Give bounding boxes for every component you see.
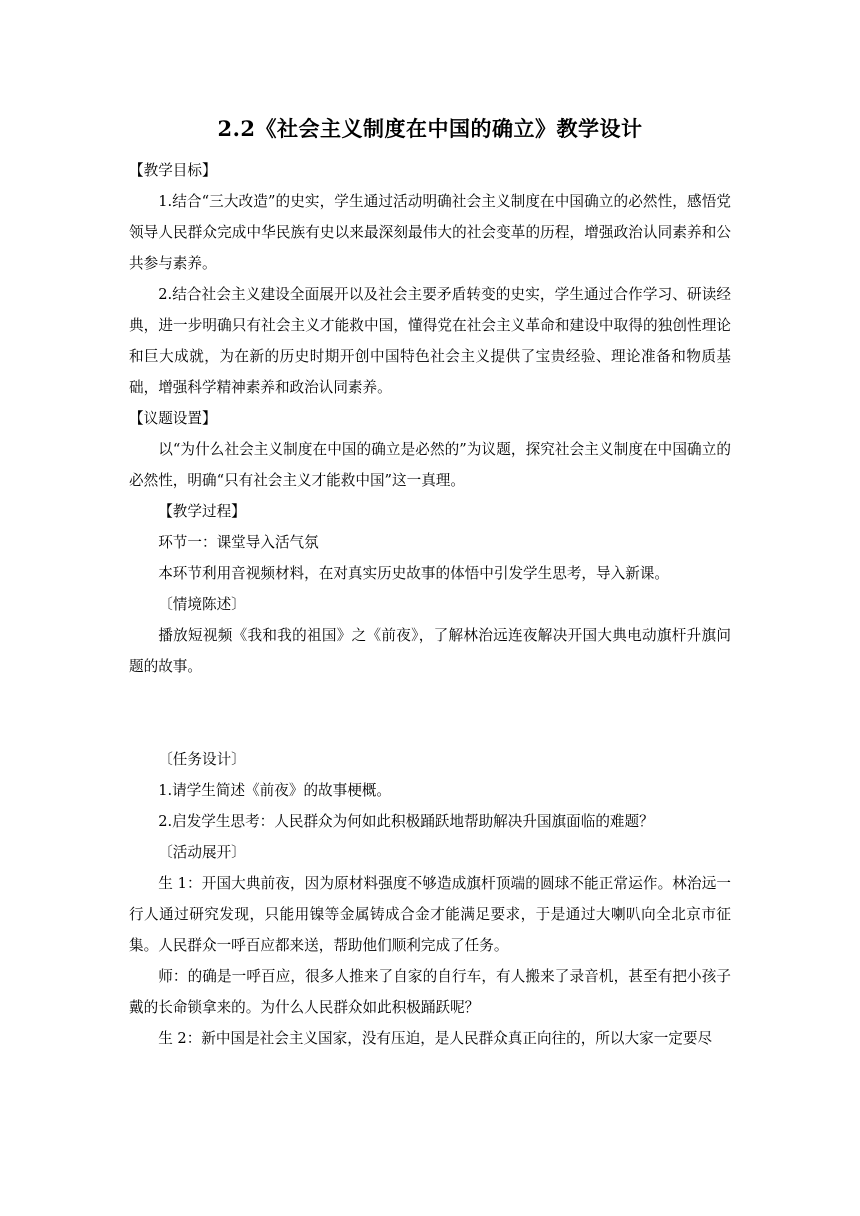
stage-1-description: 本环节利用音视频材料，在对真实历史故事的体悟中引发学生思考，导入新课。: [158, 565, 669, 582]
stage-1-heading: 环节一：课堂导入活气氛: [158, 534, 319, 551]
scene-heading: 〔情境陈述〕: [158, 596, 246, 613]
document-title: 2.2《社会主义制度在中国的确立》教学设计: [217, 116, 643, 141]
activity-heading: 〔活动展开〕: [158, 844, 246, 861]
task-item-1: 1.请学生简述《前夜》的故事梗概。: [158, 782, 392, 799]
scene-paragraph: 播放短视频《我和我的祖国》之《前夜》，了解林治远连夜解决开国大典电动旗杆升旗问题的故事。: [129, 627, 731, 675]
goal-paragraph-2: 2.结合社会主义建设全面展开以及社会主要矛盾转变的史实，学生通过合作学习、研读经典，进一步明确只有社会主义才能救中国，懂得党在社会主义革命和建设中取得的独创性理论和巨大成就，为在新的历史时期开创中国特色社会主义提供了宝贵经验、理论准备和物质基础，增强科学精神素养和政治认同素养。: [129, 286, 731, 396]
teacher-1-paragraph: 师：的确是一呼百应，很多人推来了自家的自行车，有人搬来了录音机，甚至有把小孩子戴的长命锁拿来的。为什么人民群众如此积极踊跃呢？: [129, 968, 731, 1016]
blank-space: [129, 682, 731, 744]
document-body: [129, 155, 731, 1054]
task-item-2: 2.启发学生思考：人民群众为何如此积极踊跃地帮助解决升国旗面临的难题？: [158, 813, 654, 830]
student-2-paragraph: 生 2：新中国是社会主义国家，没有压迫，是人民群众真正向往的，所以大家一定要尽: [158, 1030, 713, 1047]
section-heading-goals: 【教学目标】: [129, 162, 217, 179]
goal-paragraph-1: 1.结合“三大改造”的史实，学生通过活动明确社会主义制度在中国确立的必然性，感悟党领导人民群众完成中华民族有史以来最深刻最伟大的社会变革的历程，增强政治认同素养和公共参与素养。: [129, 193, 731, 272]
section-heading-process: 【教学过程】: [158, 503, 246, 520]
section-heading-topic: 【议题设置】: [129, 410, 217, 427]
topic-paragraph: 以“为什么社会主义制度在中国的确立是必然的”为议题，探究社会主义制度在中国确立的必然性，明确“只有社会主义才能救中国”这一真理。: [129, 441, 731, 489]
student-1-paragraph: 生 1：开国大典前夜，因为原材料强度不够造成旗杆顶端的圆球不能正常运作。林治远一行人通过研究发现，只能用镍等金属铸成合金才能满足要求，于是通过大喇叭向全北京市征集。人民群众一呼百应都来送，帮助他们顺利完成了任务。: [129, 875, 731, 954]
task-heading: 〔任务设计〕: [158, 751, 246, 768]
